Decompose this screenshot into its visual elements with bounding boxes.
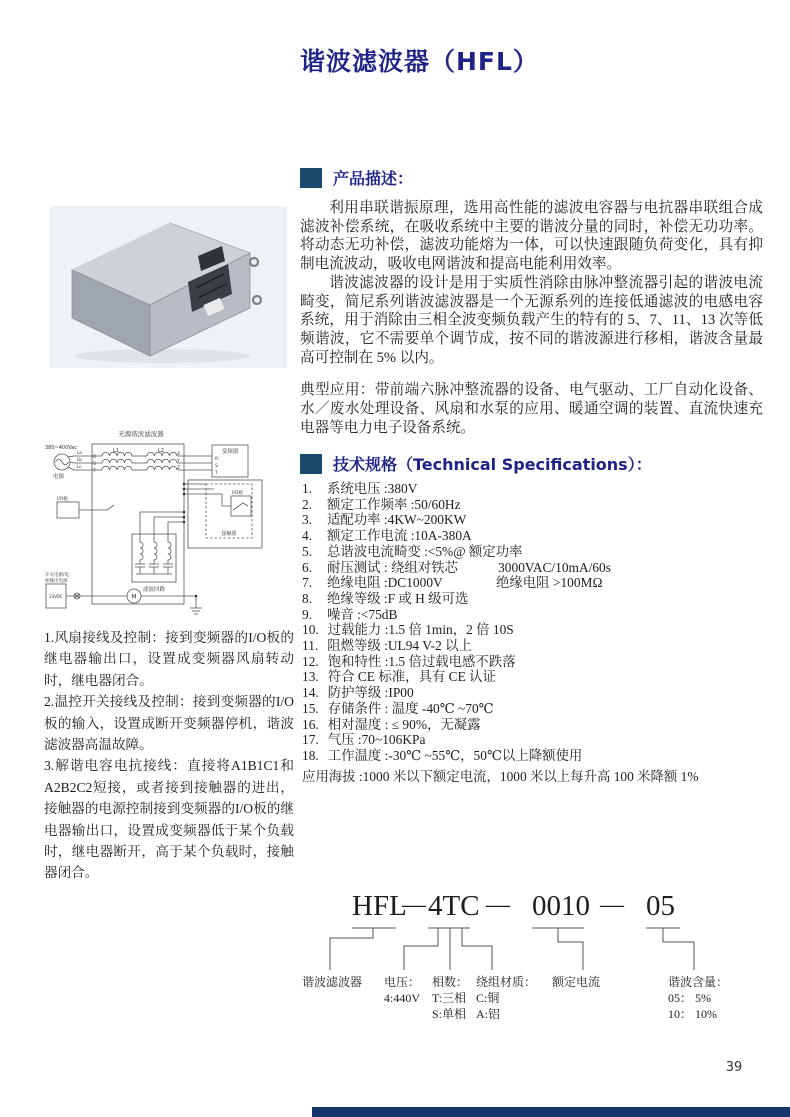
diagram-out-y: Y [177, 459, 180, 464]
spec-item [302, 591, 770, 607]
diagram-inv-r: R [215, 457, 219, 462]
note-fan-wiring: 1.风扇接线及控制：接到变频器的I/O板的继电器输出口，设置成变频器风扇转动时，继电器闭合。 [44, 630, 294, 688]
spec-item-number: 14. [302, 685, 319, 701]
diagram-out-x: X [177, 452, 181, 457]
spec-item-text: 耐压测试 : 绕组对铁芯 3000VAC/10mA/60s [327, 559, 611, 575]
model-label-voltage [384, 974, 420, 1006]
spec-altitude-note: 应用海拔 :1000 米以下额定电流，1000 米以上每升高 100 米降额 1% [302, 768, 699, 784]
diagram-phase-b: Lb [77, 457, 82, 462]
spec-item-text: 防护等级 :IP00 [327, 685, 414, 701]
spec-item-text: 饱和特性 :1.5 倍过载电感不跌落 [327, 653, 516, 669]
model-segment-current: 0010 [532, 890, 590, 922]
model-label-line: 电压： [384, 975, 421, 989]
spec-item-number: 5. [302, 543, 313, 559]
wiring-notes [44, 627, 294, 884]
model-label-line: 4:440V [384, 991, 420, 1005]
spec-item-number: 7. [302, 575, 313, 591]
spec-item-text: 阻燃等级 :UL94 V-2 以上 [327, 638, 472, 654]
model-label-series: 谐波滤波器 [302, 975, 363, 989]
spec-item-text: 额定工作电流 :10A-380A [327, 528, 472, 544]
diagram-in-s: S [93, 462, 96, 467]
spec-item-text: 存储条件 : 温度 -40℃ ~70℃ [327, 700, 494, 716]
model-separator: — [402, 892, 426, 918]
diagram-title: 无源谐波滤波器 [118, 430, 164, 438]
footer-accent-bar [312, 1107, 790, 1117]
description-body [300, 199, 763, 437]
spec-item [302, 575, 770, 591]
page-title: 谐波滤波器（HFL） [300, 47, 539, 76]
diagram-phase-a: La [77, 450, 82, 455]
diagram-inv-s: S [215, 464, 218, 469]
spec-item [302, 701, 770, 717]
section-square-icon [300, 454, 322, 474]
typical-applications-paragraph: 典型应用：带前端六脉冲整流器的设备、电气驱动、工厂自动化设备、水／废水处理设备、风扇和水泵的应用、暖通空调的装置、直流快速充电器等电力电子设备系统。 [300, 382, 763, 436]
spec-item-number: 12. [302, 653, 319, 669]
diagram-in-t: T [93, 469, 96, 474]
spec-item-number: 16. [302, 716, 319, 732]
diagram-coil-l1: L1 [113, 448, 119, 454]
wiring-diagram [44, 426, 294, 624]
description-paragraph: 利用串联谐振原理，选用高性能的滤波电容器与电抗器串联组合成滤波补偿系统，在吸收系统中主要的谐波分量的同时，补偿无功功率。将动态无功补偿，滤波功能熔为一体，可以快速跟随负荷变化，具有抑制电流波动，吸收电网谐波和提高电能利用效率。 [300, 200, 763, 273]
spec-item-text: 绝缘等级 :F 或 H 级可选 [327, 590, 469, 606]
spec-item [302, 732, 770, 748]
spec-item [302, 748, 770, 764]
spec-item-text: 适配功率 :4KW~200KW [327, 512, 467, 528]
spec-item [302, 497, 770, 513]
section-heading-text: 技术规格（Technical Specifications）： [333, 455, 652, 474]
description-paragraph: 谐波滤波器的设计是用于实质性消除由脉冲整流器引起的谐波电流畸变，简尼系列谐波滤波器是一个无源系列的连接低通滤波的电感电容系统，用于消除由三相全波变频负载产生的特有的 5、7、11、13 次等低频谐波，它不需要单个调节成，按不同的谐波源进行移相，谐波含量最高可控制在 5% 以内。 [300, 274, 763, 366]
diagram-coil-l2: L2 [158, 448, 164, 454]
spec-list [302, 481, 770, 784]
model-label-line: S:单相 [432, 1007, 467, 1021]
model-label-phase [432, 974, 468, 1022]
spec-item-text: 气压 :70~106KPa [327, 732, 426, 748]
model-label-line: 相数： [432, 975, 469, 989]
spec-item-text: 相对湿度 : ≤ 90%，无凝露 [327, 716, 481, 732]
spec-item-number: 1. [302, 481, 313, 496]
spec-item [302, 512, 770, 528]
diagram-inv-t: T [215, 471, 218, 476]
spec-item-number: 13. [302, 669, 319, 685]
spec-item [302, 685, 770, 701]
note-thermal-switch: 2.温控开关接线及控制：接到变频器的I/O板的输入，设置成断开变频器停机，谐波滤波器高温故障。 [44, 694, 294, 753]
spec-item-text: 总谐波电流畸变 :<5%@ 额定功率 [327, 543, 523, 559]
spec-item-number: 2. [302, 496, 313, 512]
diagram-inverter-label: 变频器 [221, 449, 239, 455]
spec-item-number: 6. [302, 559, 313, 575]
diagram-voltage-label: 380~400Vac [45, 445, 78, 451]
spec-item-number: 10. [302, 622, 319, 638]
diagram-source-label: 电源 [53, 474, 65, 480]
section-technical-specs [300, 452, 652, 475]
product-photo [50, 206, 287, 368]
spec-item [302, 544, 770, 560]
spec-item-text: 过载能力 :1.5 倍 1min，2 倍 10S [327, 622, 514, 638]
diagram-psu-value: 24VDC [49, 594, 63, 599]
spec-item [302, 607, 770, 623]
spec-item [302, 622, 770, 638]
spec-item-number: 11. [302, 638, 319, 654]
model-label-line: 谐波含量： [668, 975, 729, 989]
model-label-line: A:铝 [476, 1007, 501, 1021]
model-segment-series: HFL [352, 890, 407, 922]
model-segment-harmonic: 05 [646, 890, 675, 922]
spec-item-number: 9. [302, 606, 313, 622]
diagram-lc-box-label: 滤波回路 [142, 587, 166, 593]
spec-item [302, 669, 770, 685]
spec-item [302, 528, 770, 544]
spec-item-number: 18. [302, 747, 319, 763]
spec-item [302, 717, 770, 733]
diagram-io-board-label: I/O板 [232, 491, 243, 496]
spec-item-text: 工作温度 :-30℃ ~55℃，50℃以上降额使用 [327, 747, 583, 763]
spec-item-text: 系统电压 :380V [327, 481, 418, 496]
spec-item [302, 654, 770, 670]
model-label-line: 05： 5% [668, 991, 711, 1005]
spec-item-text: 符合 CE 标准，具有 CE 认证 [327, 669, 496, 685]
spec-item-number: 17. [302, 732, 319, 748]
diagram-io-board2-label: I/O板 [57, 497, 68, 502]
note-detuned-capacitor: 3.解谐电容电抗接线：直接将A1B1C1和A2B2C2短接，或者接到接触器的进出，接触器的电源控制接到变频器的I/O板的继电器输出口，设置成变频器低于某个负载时，继电器断开，高于某个负载时，接触器闭合。 [44, 758, 294, 881]
model-label-line: T:三相 [432, 991, 467, 1005]
diagram-out-z: Z [177, 466, 181, 471]
model-label-line: C:铜 [476, 991, 500, 1005]
diagram-psu-label-2: 柜输出电源 [45, 579, 68, 584]
diagram-psu-label-1: 开关电源/电 [45, 573, 70, 578]
model-label-harmonic [668, 974, 728, 1022]
model-code-diagram [300, 886, 770, 1056]
model-separator: — [486, 892, 510, 918]
spec-item-number: 4. [302, 528, 313, 544]
model-label-current: 额定电流 [552, 975, 601, 989]
spec-item-number: 8. [302, 590, 313, 606]
diagram-phase-c: Lc [77, 464, 82, 469]
spec-item-text: 额定工作频率 :50/60Hz [327, 496, 461, 512]
section-product-description [300, 166, 413, 189]
spec-item-number: 15. [302, 700, 319, 716]
model-separator: — [600, 892, 624, 918]
model-label-line: 绕组材质： [476, 975, 537, 989]
spec-item-number: 3. [302, 512, 313, 528]
section-square-icon [300, 168, 322, 188]
spec-item [302, 560, 770, 576]
model-segment-voltage-phase: 4TC [428, 890, 480, 922]
section-heading-text: 产品描述： [333, 169, 414, 188]
spec-item [302, 638, 770, 654]
diagram-motor-label: M [131, 593, 137, 601]
diagram-in-r: R [93, 455, 97, 460]
spec-item-text: 噪音 :<75dB [327, 606, 398, 622]
page-number: 39 [725, 1060, 743, 1075]
model-label-line: 10： 10% [668, 1007, 717, 1021]
spec-item-text: 绝缘电阻 :DC1000V 绝缘电阻 >100MΩ [327, 575, 603, 591]
diagram-contactor-label: 接触器 [221, 531, 237, 537]
spec-item [302, 481, 770, 497]
model-label-winding [476, 974, 536, 1022]
